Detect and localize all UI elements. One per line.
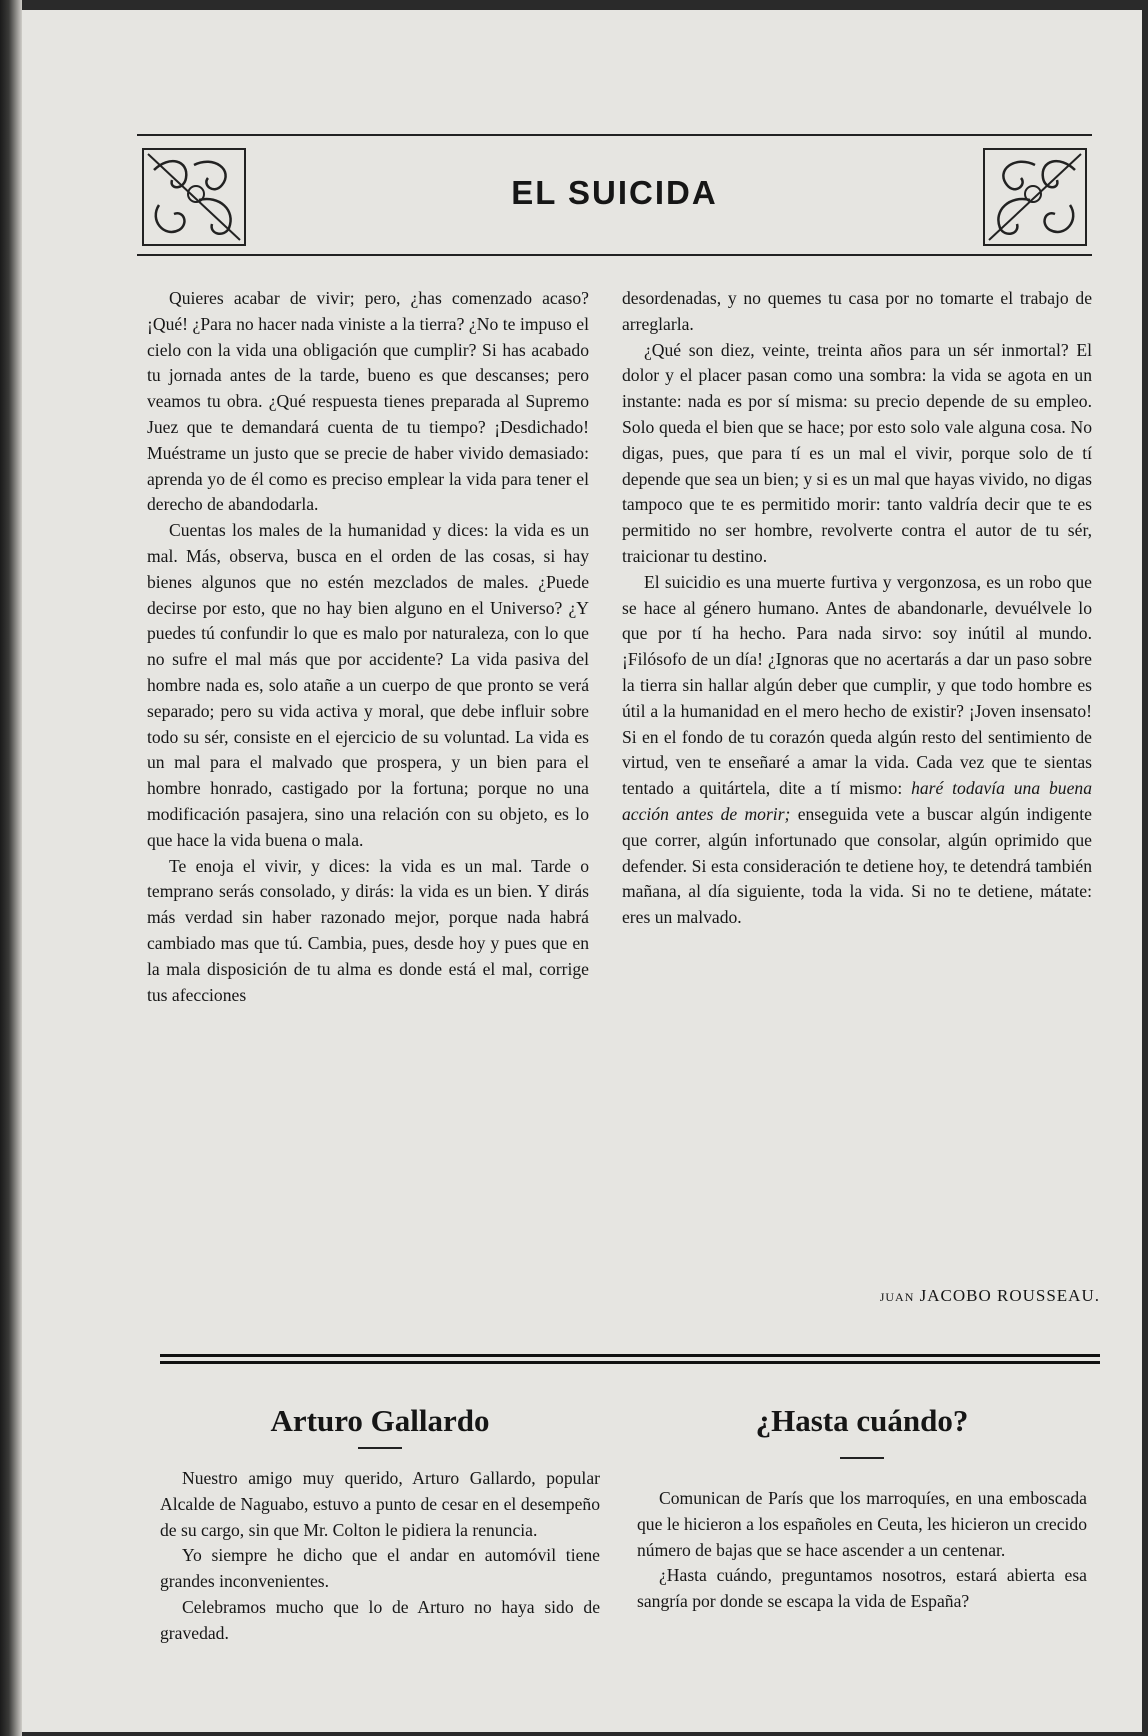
section-paragraph: ¿Hasta cuándo, preguntamos nosotros, estará abierta esa sangría por donde se escapa la vida de España? bbox=[637, 1565, 1087, 1612]
title-underline bbox=[840, 1457, 884, 1459]
article-paragraph: ¿Qué son diez, veinte, treinta años para un sér inmortal? El dolor y el placer pasan como una sombra: la vida se agota en un instante: nada es por sí misma: su precio depende de su empleo. Solo queda el bien que se hace; por esto solo vale alguna cosa. No digas, pues, que para tí es un mal el vivir, porque solo de tí depende que sea un bien; y si es un mal que hayas vivido, no digas tampoco que te es permitido morir: tanto valdría decir que te es permitido no ser hombre, revolverte contra el autor de tu sér, traicionar tu destino. bbox=[622, 339, 1092, 566]
section-divider-bottom bbox=[160, 1361, 1100, 1364]
article-paragraph: desordenadas, y no quemes tu casa por no tomarte el trabajo de arreglarla. bbox=[622, 288, 1092, 334]
section-divider-top bbox=[160, 1354, 1100, 1357]
section-paragraph: Yo siempre he dicho que el andar en automóvil tiene grandes inconvenientes. bbox=[160, 1545, 600, 1592]
section-paragraph: Celebramos mucho que lo de Arturo no haya sido de gravedad. bbox=[160, 1596, 600, 1643]
article-left-column bbox=[147, 286, 589, 1008]
article-title: EL SUICIDA bbox=[511, 174, 718, 211]
article-paragraph bbox=[622, 570, 1092, 931]
book-spine bbox=[0, 0, 22, 1736]
article-right-column bbox=[622, 286, 1092, 931]
section-paragraph: Comunican de París que los marroquíes, en una emboscada que le hicieron a los españoles en Ceuta, les hicieron un crecido número de bajas que se hace ascender a un centenar. bbox=[637, 1488, 1087, 1560]
italic-quote: haré todavía una buena acción antes de morir; bbox=[622, 778, 1092, 824]
title-banner bbox=[137, 134, 1092, 256]
author-signature bbox=[662, 1286, 1100, 1306]
section-title-arturo: Arturo Gallardo bbox=[270, 1403, 490, 1438]
page bbox=[22, 10, 1142, 1732]
section-title-hasta-cuando: ¿Hasta cuándo? bbox=[755, 1403, 969, 1438]
section-right-body bbox=[637, 1486, 1087, 1615]
article-paragraph: Cuentas los males de la humanidad y dices: la vida es un mal. Más, observa, busca en el orden de las cosas, si hay bienes algunos que no estén mezclados de males. ¿Puede decirse por esto, que no hay bien alguno en el Universo? ¿Y puedes tú confundir lo que es malo por naturaleza, con lo que no sufre el mal más que por accidente? La vida pasiva del hombre nada es, solo atañe a un cuerpo de que pronto se verá separado; pero su vida activa y moral, que debe influir sobre todo su sér, consiste en el ejercicio de su voluntad. La vida es un mal para el malvado que prospera, y un bien para el hombre honrado, castigado por la fortuna; porque no una modificación pasajera, sino una relación con su objeto, es lo que hace la vida buena o mala. bbox=[147, 520, 589, 850]
section-paragraph: Nuestro amigo muy querido, Arturo Gallardo, popular Alcalde de Naguabo, estuvo a punto de cesar en el desempeño de su cargo, sin que Mr. Colton le pidiera la renuncia. bbox=[160, 1468, 600, 1540]
signature-prefix: JUAN bbox=[879, 1290, 915, 1304]
paragraph-text: El suicidio es una muerte furtiva y vergonzosa, es un robo que se hace al género humano. Antes de abandonarle, devuélvele lo que por tí ha hecho. Para nada sirvo: soy inútil al mundo. ¡Filósofo de un día! ¿Ignoras que no acertarás a dar un paso sobre la tierra sin hallar algún deber que cumplir, y que todo hombre es útil a la humanidad en el mero hecho de existir? ¡Joven insensato! Si en el fondo de tu corazón queda algún resto del sentimiento de virtud, ven te enseñaré a amar la vida. Cada vez que te sientas tentado a quitártela, dite a tí mismo: bbox=[622, 571, 1092, 799]
floral-ornament-right-icon bbox=[983, 148, 1087, 246]
paragraph-text: enseguida vete a buscar algún indigente que correr, algún infortunado que consolar, algún oprimido que defender. Si esta consideración te detiene hoy, te detendrá también mañana, al día siguiente, toda la vida. Si no te detiene, mátate: eres un malvado. bbox=[622, 803, 1092, 928]
article-paragraph: Quieres acabar de vivir; pero, ¿has comenzado acaso? ¡Qué! ¿Para no hacer nada viniste a la tierra? ¿No te impuso el cielo con la vida una obligación que cumplir? Si has acabado tu jornada antes de la tarde, bueno es que descanses; pero veamos tu obra. ¿Qué respuesta tienes preparada al Supremo Juez que te demandará cuenta de tu tiempo? ¡Desdichado! Muéstrame un justo que se precie de haber vivido demasiado: aprenda yo de él como es preciso emplear la vida para tener el derecho de abandodarla. bbox=[147, 288, 589, 515]
signature-name: JACOBO ROUSSEAU. bbox=[919, 1286, 1100, 1305]
section-left-body bbox=[160, 1466, 600, 1647]
title-underline bbox=[358, 1447, 402, 1449]
article-paragraph: Te enoja el vivir, y dices: la vida es un mal. Tarde o temprano serás consolado, y dirás: la vida es un bien. Y dirás más verdad sin haber razonado mejor, porque nada habrá cambiado mas que tú. Cambia, pues, desde hoy y pues que en la mala disposición de tu alma es donde está el mal, corrige tus afecciones bbox=[147, 855, 589, 1005]
